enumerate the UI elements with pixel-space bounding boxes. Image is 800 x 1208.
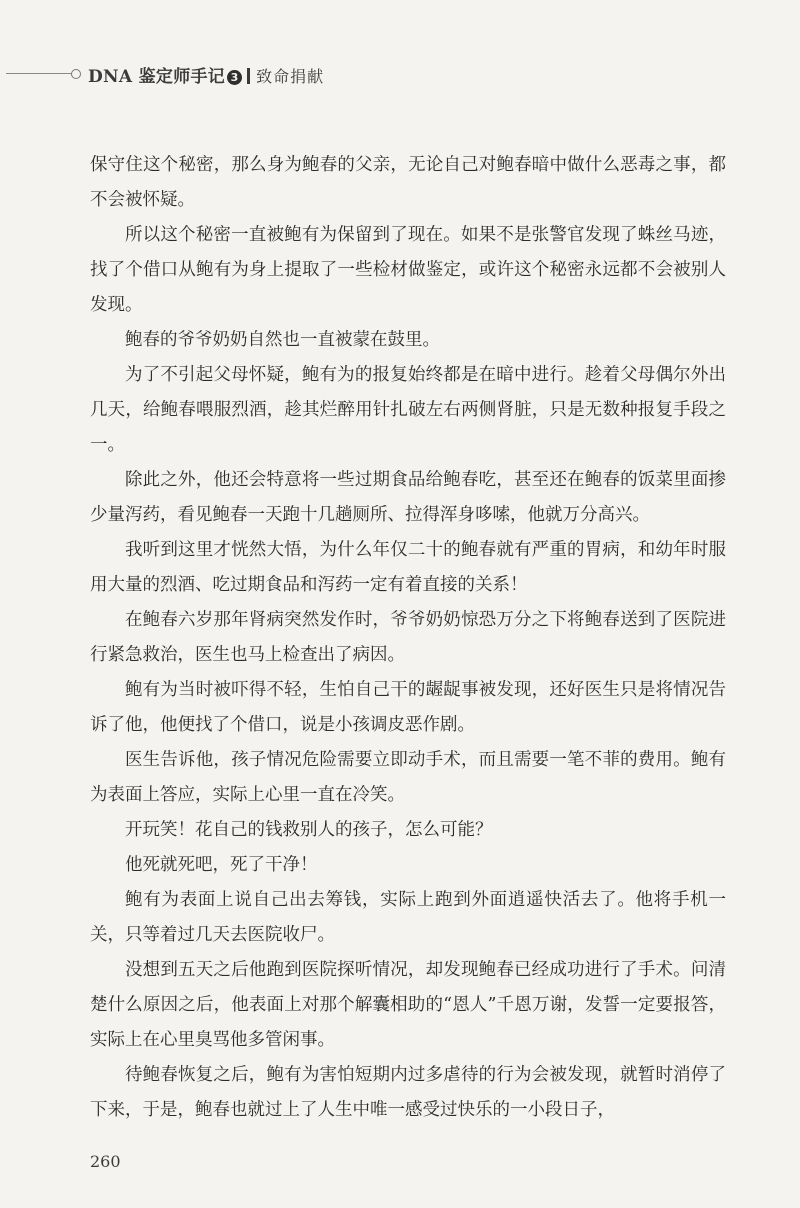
paragraph: 待鲍春恢复之后，鲍有为害怕短期内过多虐待的行为会被发现，就暂时消停了下来，于是，鲍春也就过上了人生中唯一感受过快乐的一小段日子， xyxy=(90,1065,726,1120)
header-separator-bar xyxy=(247,68,250,84)
header-circle-ornament xyxy=(71,69,81,79)
paragraph: 开玩笑！花自己的钱救别人的孩子，怎么可能？ xyxy=(125,820,493,840)
paragraph: 鲍有为当时被吓得不轻，生怕自己干的龌龊事被发现，还好医生只是将情况告诉了他，他便找了个借口，说是小孩调皮恶作剧。 xyxy=(90,680,726,735)
paragraph: 医生告诉他，孩子情况危险需要立即动手术，而且需要一笔不菲的费用。鲍有为表面上答应，实际上心里一直在冷笑。 xyxy=(90,750,726,805)
paragraph: 除此之外，他还会特意将一些过期食品给鲍春吃，甚至还在鲍春的饭菜里面掺少量泻药，看见鲍春一天跑十几趟厕所、拉得浑身哆嗦，他就万分高兴。 xyxy=(90,470,726,525)
paragraph: 鲍有为表面上说自己出去筹钱，实际上跑到外面逍遥快活去了。他将手机一关，只等着过几天去医院收尸。 xyxy=(90,890,726,945)
paragraph: 他死就死吧，死了干净！ xyxy=(125,855,318,875)
paragraph: 我听到这里才恍然大悟，为什么年仅二十的鲍春就有严重的胃病，和幼年时服用大量的烈酒、吃过期食品和泻药一定有着直接的关系！ xyxy=(90,540,726,595)
paragraph: 在鲍春六岁那年肾病突然发作时，爷爷奶奶惊恐万分之下将鲍春送到了医院进行紧急救治，医生也马上检查出了病因。 xyxy=(90,610,726,665)
book-title: DNA 鉴定师手记 xyxy=(88,67,226,87)
volume-number-badge: 3 xyxy=(227,70,242,85)
header-rule xyxy=(6,73,72,74)
paragraph: 所以这个秘密一直被鲍有为保留到了现在。如果不是张警官发现了蛛丝马迹，找了个借口从鲍有为身上提取了一些检材做鉴定，或许这个秘密永远都不会被别人发现。 xyxy=(90,225,726,315)
paragraph: 保守住这个秘密，那么身为鲍春的父亲，无论自己对鲍春暗中做什么恶毒之事，都不会被怀疑。 xyxy=(90,155,726,210)
body-text xyxy=(90,148,726,1128)
paragraph: 没想到五天之后他跑到医院探听情况，却发现鲍春已经成功进行了手术。问清楚什么原因之后，他表面上对那个解囊相助的“恩人”千恩万谢，发誓一定要报答，实际上在心里臭骂他多管闲事。 xyxy=(90,960,726,1050)
running-header xyxy=(0,62,800,86)
header-title xyxy=(88,62,324,87)
paragraph: 鲍春的爷爷奶奶自然也一直被蒙在鼓里。 xyxy=(125,330,440,350)
paragraph: 为了不引起父母怀疑，鲍有为的报复始终都是在暗中进行。趁着父母偶尔外出几天，给鲍春喂服烈酒，趁其烂醉用针扎破左右两侧肾脏，只是无数种报复手段之一。 xyxy=(90,365,726,455)
page-number: 260 xyxy=(90,1152,121,1171)
book-subtitle: 致命捐献 xyxy=(256,67,325,86)
